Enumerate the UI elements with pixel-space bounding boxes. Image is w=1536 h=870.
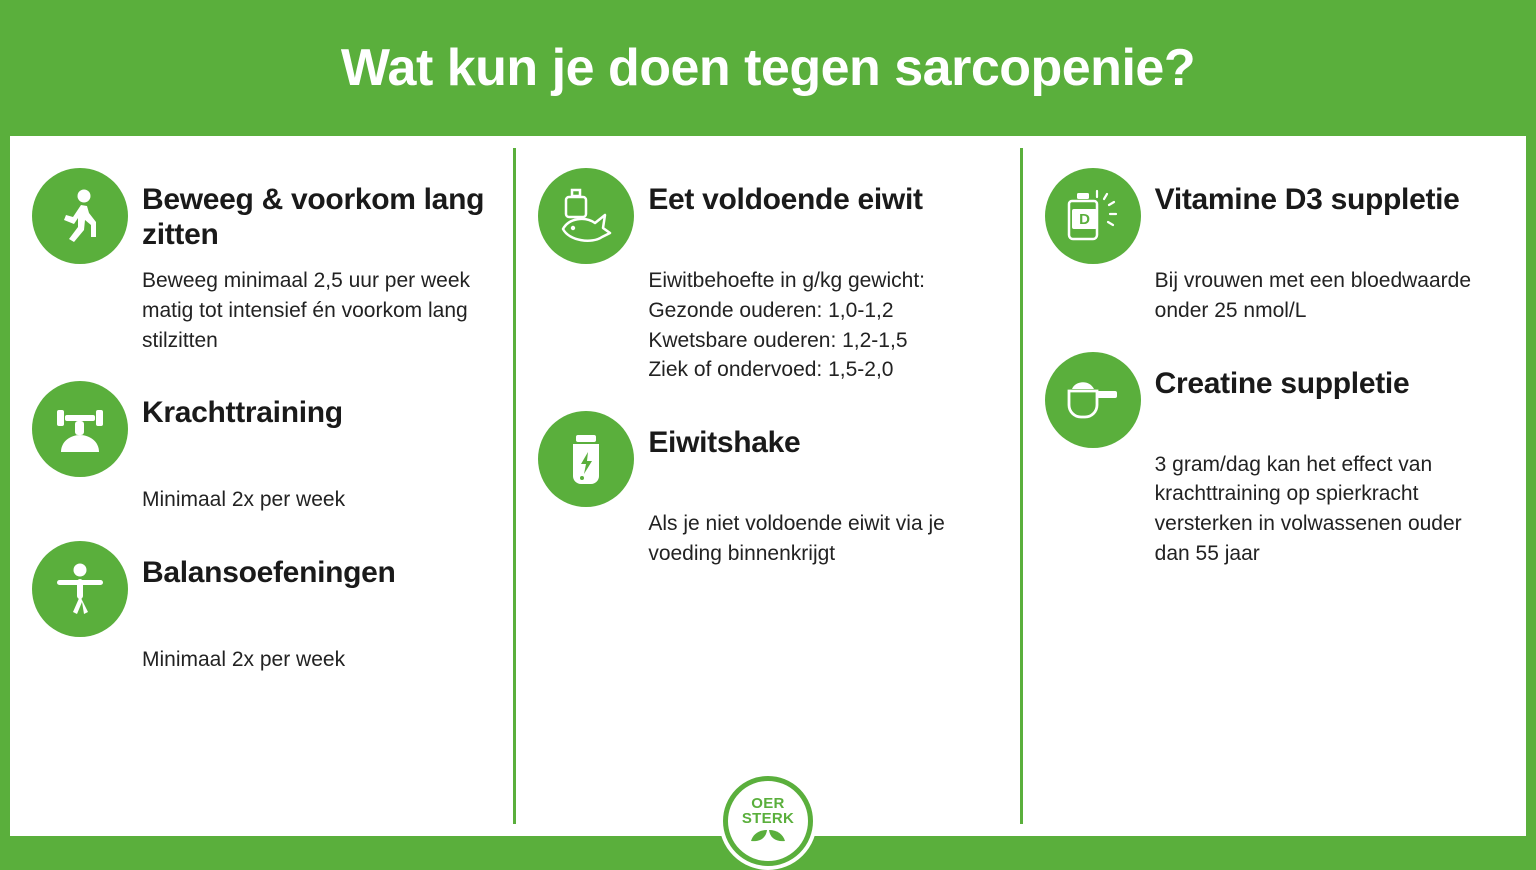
body-line: Ziek of ondervoed: 1,5-2,0 xyxy=(648,358,894,382)
block-header xyxy=(1045,168,1500,264)
logo-line-2: STERK xyxy=(741,809,795,827)
shaker-bottle-icon xyxy=(538,411,634,507)
walking-person-icon xyxy=(32,168,128,264)
block-heading-wrap xyxy=(142,381,343,430)
block-creatine xyxy=(1045,352,1500,569)
body-line: Gezonde ouderen: 1,0-1,2 xyxy=(648,298,894,322)
fish-and-milk-icon xyxy=(538,168,634,264)
block-title: Creatine suppletie xyxy=(1154,366,1410,400)
block-body: Minimaal 2x per week xyxy=(142,648,346,672)
block-body: 3 gram/dag kan het effect van krachttraining op spierkracht versterken in volwassenen ouder dan 55 jaar xyxy=(1154,452,1462,566)
block-title: Eiwitshake xyxy=(648,426,801,460)
block-body: Minimaal 2x per week xyxy=(142,488,346,512)
block-heading-wrap xyxy=(142,168,487,253)
block-title: Beweeg & voorkom lang zitten xyxy=(142,183,485,252)
balance-person-icon xyxy=(32,541,128,637)
logo-badge xyxy=(723,776,813,866)
block-beweeg xyxy=(32,168,487,355)
block-heading-wrap xyxy=(1155,352,1410,401)
block-header xyxy=(538,168,993,264)
block-title: Eet voldoende eiwit xyxy=(648,183,923,216)
block-krachttraining xyxy=(32,381,487,515)
poster-header xyxy=(0,0,1536,136)
column-supplements xyxy=(1023,136,1526,836)
block-header xyxy=(32,541,487,637)
block-title: Krachttraining xyxy=(142,396,343,430)
block-header xyxy=(1045,352,1500,448)
logo-oersterk xyxy=(719,772,817,870)
block-header xyxy=(32,381,487,477)
block-balansoefeningen xyxy=(32,541,487,675)
block-heading-wrap xyxy=(648,168,922,217)
page-title: Wat kun je doen tegen sarcopenie? xyxy=(340,38,1196,97)
logo-line-1: OER xyxy=(751,794,785,812)
vitamin-d-bottle-sun-icon xyxy=(1045,168,1141,264)
dumbbell-arm-icon xyxy=(32,381,128,477)
block-eiwit xyxy=(538,168,993,385)
content-board xyxy=(10,136,1526,836)
block-heading-wrap xyxy=(648,411,800,460)
block-body: Als je niet voldoende eiwit via je voeding binnenkrijgt xyxy=(648,512,945,566)
block-body xyxy=(648,266,993,385)
column-movement xyxy=(10,136,513,836)
block-body: Bij vrouwen met een bloedwaarde onder 25 nmol/L xyxy=(1154,269,1472,322)
block-body: Beweeg minimaal 2,5 uur per week matig tot intensief én voorkom lang stilzitten xyxy=(142,269,471,352)
block-title: Vitamine D3 suppletie xyxy=(1154,183,1460,216)
block-header xyxy=(538,411,993,507)
creatine-scoop-icon xyxy=(1045,352,1141,448)
body-line: Eiwitbehoefte in g/kg gewicht: xyxy=(648,269,925,292)
leaf-icon xyxy=(750,829,786,847)
body-line: Kwetsbare ouderen: 1,2-1,5 xyxy=(648,328,908,352)
column-protein xyxy=(516,136,1019,836)
block-heading-wrap xyxy=(142,541,396,590)
block-heading-wrap xyxy=(1155,168,1460,217)
block-eiwitshake xyxy=(538,411,993,569)
block-vitamine-d3 xyxy=(1045,168,1500,326)
block-header xyxy=(32,168,487,264)
svg-text:D: D xyxy=(1078,211,1090,228)
block-title: Balansoefeningen xyxy=(142,556,396,590)
